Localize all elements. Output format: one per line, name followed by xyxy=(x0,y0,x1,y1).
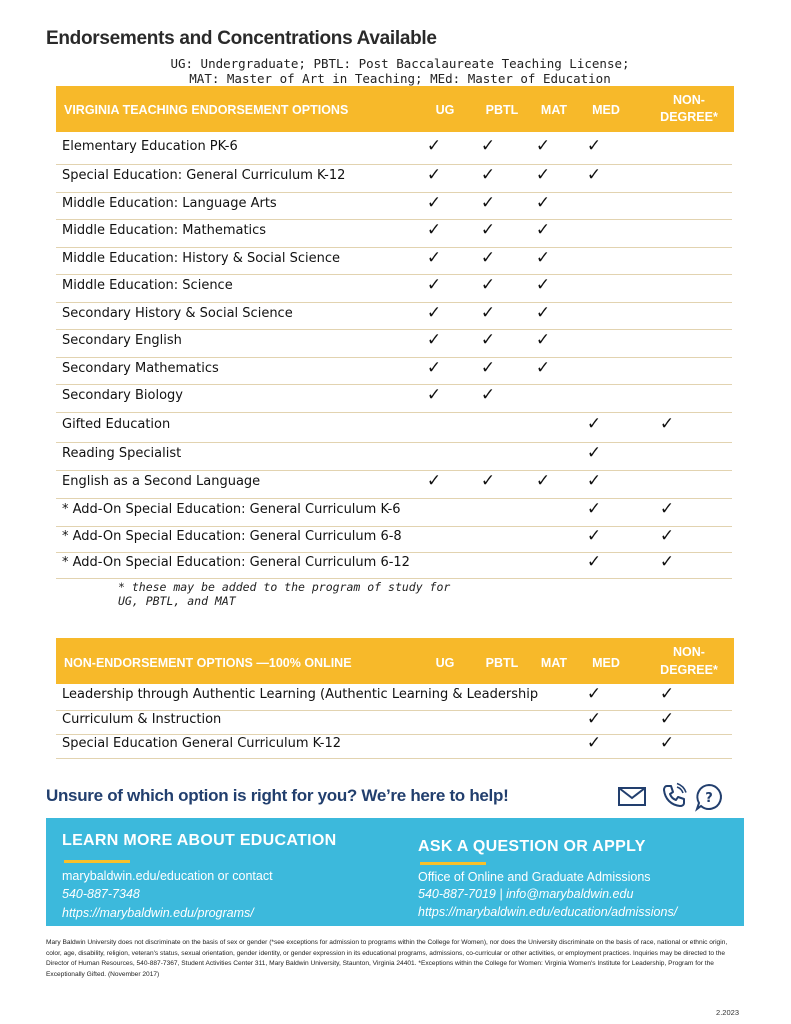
endorsement-row xyxy=(56,302,732,330)
check-mark-ug: ✓ xyxy=(426,385,442,405)
endorsement-row xyxy=(56,329,732,358)
endorsement-row xyxy=(56,526,732,553)
learn-more-phone[interactable]: 540-887-7348 xyxy=(62,887,140,901)
endorsement-row xyxy=(56,412,732,443)
endorsement-row-label: Gifted Education xyxy=(62,417,171,432)
check-mark-non: ✓ xyxy=(659,552,675,572)
learn-more-line[interactable]: marybaldwin.edu/education or contact xyxy=(62,869,273,883)
check-mark-non: ✓ xyxy=(659,414,675,434)
col2-header-med: MED xyxy=(592,656,620,670)
svg-text:?: ? xyxy=(705,791,713,806)
endorsement-row-label: Secondary Mathematics xyxy=(62,361,219,376)
check-mark-ug: ✓ xyxy=(426,275,442,295)
endorsement-row-label: Special Education: General Curriculum K-12 xyxy=(62,168,346,183)
col2-header-non: NON- xyxy=(673,645,705,659)
help-heading: Unsure of which option is right for you? We’re here to help! xyxy=(46,786,509,805)
footnote-line-1: * these may be added to the program of study for xyxy=(118,580,451,594)
check-mark-med: ✓ xyxy=(586,165,602,185)
check-mark-mat: ✓ xyxy=(535,248,551,268)
check-mark-non: ✓ xyxy=(659,684,675,704)
learn-more-divider xyxy=(64,860,130,863)
endorsement-row-label: Middle Education: History & Social Science xyxy=(62,251,341,266)
check-mark-pbtl: ✓ xyxy=(480,471,496,491)
check-mark-pbtl: ✓ xyxy=(480,275,496,295)
check-mark-pbtl: ✓ xyxy=(480,220,496,240)
check-mark-ug: ✓ xyxy=(426,165,442,185)
check-mark-med: ✓ xyxy=(586,552,602,572)
endorsement-row-label: Secondary History & Social Science xyxy=(62,306,293,321)
endorsement-row xyxy=(56,134,732,165)
check-mark-mat: ✓ xyxy=(535,275,551,295)
mail-icon[interactable] xyxy=(616,782,648,810)
check-mark-pbtl: ✓ xyxy=(480,330,496,350)
check-mark-pbtl: ✓ xyxy=(480,248,496,268)
endorsement-row xyxy=(56,164,732,193)
check-mark-ug: ✓ xyxy=(426,136,442,156)
ask-office: Office of Online and Graduate Admissions xyxy=(418,870,651,884)
col-header-med: MED xyxy=(592,103,620,117)
phone-icon[interactable] xyxy=(660,782,688,810)
check-mark-ug: ✓ xyxy=(426,220,442,240)
endorsement-row-label: Secondary Biology xyxy=(62,388,183,403)
add-on-footnote xyxy=(118,580,450,608)
check-mark-pbtl: ✓ xyxy=(480,136,496,156)
endorsement-row xyxy=(56,274,732,303)
check-mark-med: ✓ xyxy=(586,136,602,156)
check-mark-mat: ✓ xyxy=(535,165,551,185)
check-mark-non: ✓ xyxy=(659,526,675,546)
check-mark-ug: ✓ xyxy=(426,330,442,350)
check-mark-pbtl: ✓ xyxy=(480,193,496,213)
endorsement-row xyxy=(56,442,732,471)
col-header-non: NON- xyxy=(673,93,705,107)
endorsement-row-label: Middle Education: Mathematics xyxy=(62,223,267,238)
check-mark-mat: ✓ xyxy=(535,330,551,350)
col2-header-ug: UG xyxy=(435,656,455,670)
nondiscrimination-disclaimer: Mary Baldwin University does not discriminate on the basis of sex or gender (*see exceptions for admission to programs within the College for Women), nor does the University discriminate on the basis of race, national or ethnic origin, color, age, disability, religion, veteran's status, sexual orientation, gender identity, or gender expression in its educational programs, admissions, co-curricular or other activities, or employment practices. Inquiries may be directed to the Director of Human Resources, 540-887-7367, Student Activities Center 311, Mary Baldwin University, Staunton, Virginia 24401. *Exceptions within the College for Women: Virginia Women's Institute for Leadership, Program for the Exceptionally Gifted. (November 2017) xyxy=(46,939,728,978)
non-endorsement-table-title: NON-ENDORSEMENT OPTIONS —100% ONLINE xyxy=(64,656,352,670)
non-endorsement-row xyxy=(56,734,732,759)
check-mark-mat: ✓ xyxy=(535,136,551,156)
check-mark-pbtl: ✓ xyxy=(480,358,496,378)
check-mark-mat: ✓ xyxy=(535,303,551,323)
endorsement-row xyxy=(56,552,732,579)
endorsement-row-label: * Add-On Special Education: General Curriculum 6-12 xyxy=(62,555,410,570)
check-mark-mat: ✓ xyxy=(535,220,551,240)
legend-line-1: UG: Undergraduate; PBTL: Post Baccalaureate Teaching License; xyxy=(170,56,630,71)
endorsement-row-label: * Add-On Special Education: General Curriculum 6-8 xyxy=(62,529,402,544)
col-header-pbtl: PBTL xyxy=(485,103,519,117)
non-endorsement-table-header xyxy=(56,638,734,684)
check-mark-ug: ✓ xyxy=(426,303,442,323)
non-endorsement-row-label: Special Education General Curriculum K-12 xyxy=(62,736,342,751)
check-mark-med: ✓ xyxy=(586,709,602,729)
contact-panel xyxy=(46,818,744,926)
check-mark-med: ✓ xyxy=(586,526,602,546)
endorsement-row-label: Reading Specialist xyxy=(62,446,182,461)
version-label: 2.2023 xyxy=(716,1008,739,1017)
page-title: Endorsements and Concentrations Available xyxy=(46,28,437,49)
legend-line-2: MAT: Master of Art in Teaching; MEd: Master of Education xyxy=(189,71,611,86)
col-header-degree: DEGREE* xyxy=(660,110,718,124)
check-mark-mat: ✓ xyxy=(535,193,551,213)
endorsement-row xyxy=(56,247,732,275)
col-header-mat: MAT xyxy=(540,103,568,117)
endorsement-row-label: Middle Education: Language Arts xyxy=(62,196,277,211)
endorsement-row xyxy=(56,357,732,385)
ask-contact-line xyxy=(418,887,633,901)
endorsement-row xyxy=(56,219,732,248)
check-mark-mat: ✓ xyxy=(535,471,551,491)
col-header-ug: UG xyxy=(435,103,455,117)
endorsement-row-label: Secondary English xyxy=(62,333,182,348)
learn-more-url[interactable]: https://marybaldwin.edu/programs/ xyxy=(62,906,254,920)
endorsement-row-label: English as a Second Language xyxy=(62,474,261,489)
check-mark-ug: ✓ xyxy=(426,193,442,213)
col2-header-mat: MAT xyxy=(540,656,568,670)
check-mark-non: ✓ xyxy=(659,709,675,729)
non-endorsement-row-label: Leadership through Authentic Learning (Authentic Learning & Leadership xyxy=(62,687,539,702)
non-endorsement-row xyxy=(56,684,732,711)
footnote-line-2: UG, PBTL, and MAT xyxy=(118,594,236,608)
ask-divider xyxy=(420,862,486,865)
ask-separator: | xyxy=(495,887,507,901)
check-mark-ug: ✓ xyxy=(426,471,442,491)
check-mark-ug: ✓ xyxy=(426,358,442,378)
check-mark-non: ✓ xyxy=(659,733,675,753)
learn-more-heading: LEARN MORE ABOUT EDUCATION xyxy=(62,832,337,849)
endorsement-row xyxy=(56,470,732,499)
ask-email[interactable]: info@marybaldwin.edu xyxy=(506,887,634,901)
question-icon[interactable] xyxy=(694,782,724,812)
check-mark-pbtl: ✓ xyxy=(480,303,496,323)
col2-header-pbtl: PBTL xyxy=(485,656,519,670)
check-mark-ug: ✓ xyxy=(426,248,442,268)
check-mark-non: ✓ xyxy=(659,499,675,519)
endorsement-row xyxy=(56,384,732,413)
check-mark-pbtl: ✓ xyxy=(480,385,496,405)
endorsement-row xyxy=(56,498,732,527)
check-mark-med: ✓ xyxy=(586,499,602,519)
endorsement-row-label: * Add-On Special Education: General Curriculum K-6 xyxy=(62,502,401,517)
endorsement-table-title: VIRGINIA TEACHING ENDORSEMENT OPTIONS xyxy=(64,103,349,117)
endorsement-row-label: Elementary Education PK-6 xyxy=(62,139,238,154)
col2-header-degree: DEGREE* xyxy=(660,663,718,677)
endorsement-table-header xyxy=(56,86,734,132)
check-mark-med: ✓ xyxy=(586,414,602,434)
ask-heading: ASK A QUESTION OR APPLY xyxy=(418,838,646,855)
check-mark-pbtl: ✓ xyxy=(480,165,496,185)
non-endorsement-row xyxy=(56,710,732,735)
endorsement-row xyxy=(56,192,732,220)
non-endorsement-row-label: Curriculum & Instruction xyxy=(62,712,222,727)
check-mark-med: ✓ xyxy=(586,471,602,491)
endorsement-row-label: Middle Education: Science xyxy=(62,278,233,293)
ask-url[interactable]: https://marybaldwin.edu/education/admissions/ xyxy=(418,905,678,919)
check-mark-mat: ✓ xyxy=(535,358,551,378)
check-mark-med: ✓ xyxy=(586,684,602,704)
check-mark-med: ✓ xyxy=(586,733,602,753)
check-mark-med: ✓ xyxy=(586,443,602,463)
ask-phone[interactable]: 540-887-7019 xyxy=(418,887,496,901)
